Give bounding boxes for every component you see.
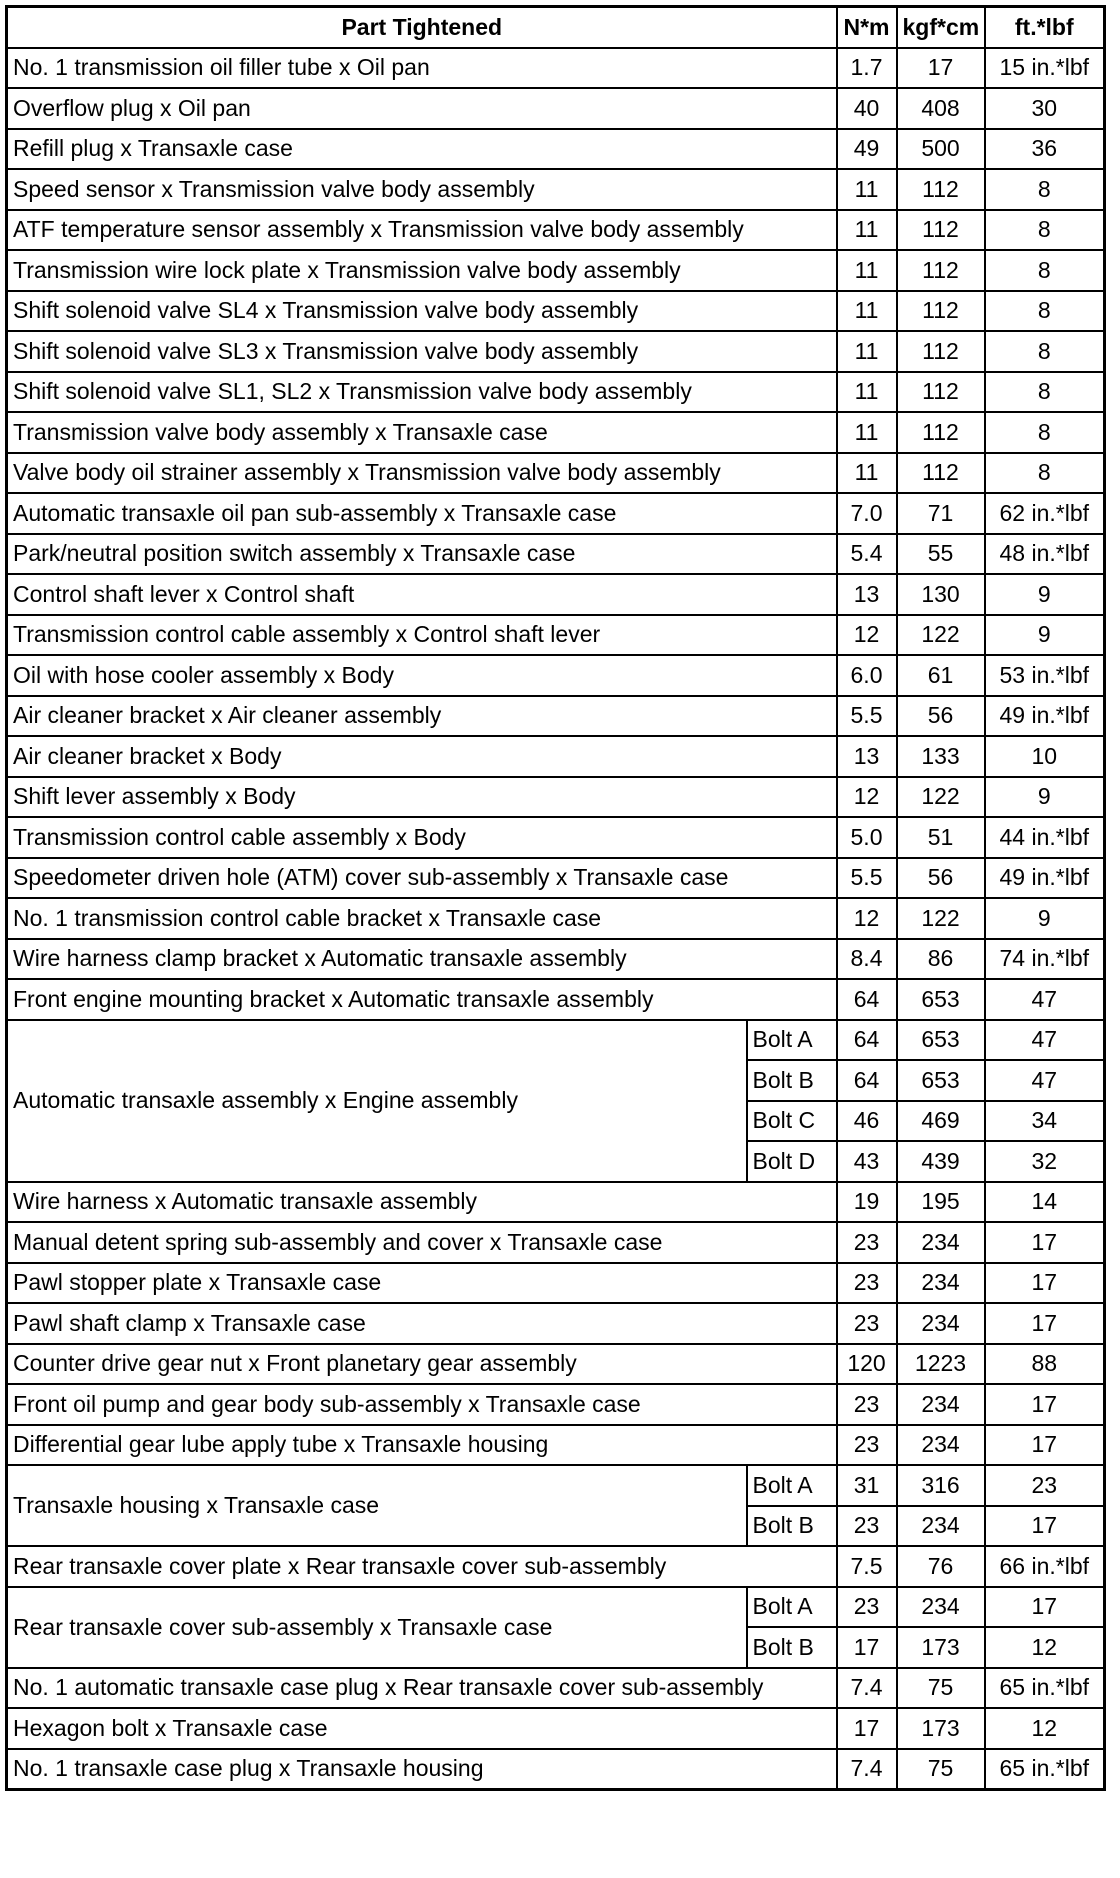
part-name: Control shaft lever x Control shaft — [7, 574, 837, 615]
torque-nm: 23 — [837, 1303, 897, 1344]
torque-kgfcm: 653 — [897, 1060, 985, 1101]
torque-kgfcm: 112 — [897, 372, 985, 413]
part-name: Wire harness x Automatic transaxle assembly — [7, 1182, 837, 1223]
table-row — [7, 1587, 1105, 1628]
torque-kgfcm: 653 — [897, 979, 985, 1020]
torque-ftlbf: 44 in.*lbf — [985, 817, 1105, 858]
torque-nm: 23 — [837, 1384, 897, 1425]
torque-nm: 11 — [837, 412, 897, 453]
part-name: Transmission control cable assembly x Control shaft lever — [7, 615, 837, 656]
part-name: Refill plug x Transaxle case — [7, 129, 837, 170]
torque-ftlbf: 8 — [985, 169, 1105, 210]
table-row — [7, 250, 1105, 291]
table-row — [7, 88, 1105, 129]
torque-nm: 11 — [837, 453, 897, 494]
torque-kgfcm: 75 — [897, 1749, 985, 1790]
torque-ftlbf: 17 — [985, 1506, 1105, 1547]
part-name: No. 1 transmission control cable bracket x Transaxle case — [7, 898, 837, 939]
part-name: Oil with hose cooler assembly x Body — [7, 655, 837, 696]
torque-spec-table — [5, 5, 1106, 1791]
torque-ftlbf: 8 — [985, 291, 1105, 332]
torque-ftlbf: 17 — [985, 1263, 1105, 1304]
torque-nm: 7.0 — [837, 493, 897, 534]
header-nm: N*m — [837, 7, 897, 48]
part-name: Air cleaner bracket x Body — [7, 736, 837, 777]
torque-ftlbf: 36 — [985, 129, 1105, 170]
part-name: Front engine mounting bracket x Automatic transaxle assembly — [7, 979, 837, 1020]
torque-kgfcm: 55 — [897, 534, 985, 575]
torque-ftlbf: 17 — [985, 1384, 1105, 1425]
table-row — [7, 736, 1105, 777]
torque-ftlbf: 17 — [985, 1587, 1105, 1628]
part-name: Hexagon bolt x Transaxle case — [7, 1708, 837, 1749]
torque-nm: 49 — [837, 129, 897, 170]
torque-kgfcm: 112 — [897, 412, 985, 453]
torque-ftlbf: 48 in.*lbf — [985, 534, 1105, 575]
table-row — [7, 1425, 1105, 1466]
part-name: No. 1 transmission oil filler tube x Oil pan — [7, 48, 837, 89]
part-name: No. 1 transaxle case plug x Transaxle housing — [7, 1749, 837, 1790]
part-name: Pawl stopper plate x Transaxle case — [7, 1263, 837, 1304]
torque-ftlbf: 8 — [985, 453, 1105, 494]
table-row — [7, 817, 1105, 858]
torque-kgfcm: 133 — [897, 736, 985, 777]
part-name: Transmission wire lock plate x Transmission valve body assembly — [7, 250, 837, 291]
table-row — [7, 655, 1105, 696]
torque-nm: 31 — [837, 1465, 897, 1506]
torque-ftlbf: 34 — [985, 1101, 1105, 1142]
part-name: Transaxle housing x Transaxle case — [7, 1465, 747, 1546]
table-row — [7, 615, 1105, 656]
bolt-label: Bolt B — [747, 1627, 837, 1668]
torque-ftlbf: 62 in.*lbf — [985, 493, 1105, 534]
torque-kgfcm: 469 — [897, 1101, 985, 1142]
torque-nm: 1.7 — [837, 48, 897, 89]
part-name: Rear transaxle cover plate x Rear transaxle cover sub-assembly — [7, 1546, 837, 1587]
table-row — [7, 777, 1105, 818]
torque-nm: 13 — [837, 574, 897, 615]
table-row — [7, 1708, 1105, 1749]
torque-nm: 5.0 — [837, 817, 897, 858]
torque-nm: 5.4 — [837, 534, 897, 575]
part-name: Overflow plug x Oil pan — [7, 88, 837, 129]
table-row — [7, 534, 1105, 575]
torque-kgfcm: 234 — [897, 1587, 985, 1628]
part-name: Valve body oil strainer assembly x Transmission valve body assembly — [7, 453, 837, 494]
torque-ftlbf: 23 — [985, 1465, 1105, 1506]
table-row — [7, 48, 1105, 89]
part-name: No. 1 automatic transaxle case plug x Rear transaxle cover sub-assembly — [7, 1668, 837, 1709]
table-row — [7, 291, 1105, 332]
torque-kgfcm: 61 — [897, 655, 985, 696]
table-row — [7, 1303, 1105, 1344]
table-row — [7, 493, 1105, 534]
torque-kgfcm: 56 — [897, 858, 985, 899]
torque-ftlbf: 17 — [985, 1222, 1105, 1263]
table-row — [7, 1384, 1105, 1425]
part-name: Shift solenoid valve SL1, SL2 x Transmission valve body assembly — [7, 372, 837, 413]
table-row — [7, 1182, 1105, 1223]
torque-ftlbf: 12 — [985, 1708, 1105, 1749]
torque-nm: 23 — [837, 1425, 897, 1466]
torque-ftlbf: 8 — [985, 250, 1105, 291]
torque-ftlbf: 30 — [985, 88, 1105, 129]
table-row — [7, 1668, 1105, 1709]
torque-ftlbf: 9 — [985, 615, 1105, 656]
torque-nm: 40 — [837, 88, 897, 129]
part-name: Transmission control cable assembly x Body — [7, 817, 837, 858]
header-row — [7, 7, 1105, 48]
part-name: Shift solenoid valve SL3 x Transmission valve body assembly — [7, 331, 837, 372]
torque-nm: 11 — [837, 250, 897, 291]
torque-ftlbf: 65 in.*lbf — [985, 1749, 1105, 1790]
table-row — [7, 453, 1105, 494]
torque-kgfcm: 56 — [897, 696, 985, 737]
torque-kgfcm: 51 — [897, 817, 985, 858]
torque-kgfcm: 75 — [897, 1668, 985, 1709]
part-name: Park/neutral position switch assembly x Transaxle case — [7, 534, 837, 575]
torque-nm: 7.4 — [837, 1668, 897, 1709]
torque-nm: 17 — [837, 1627, 897, 1668]
torque-kgfcm: 195 — [897, 1182, 985, 1223]
torque-ftlbf: 49 in.*lbf — [985, 696, 1105, 737]
table-body — [7, 48, 1105, 1790]
torque-ftlbf: 17 — [985, 1425, 1105, 1466]
torque-nm: 12 — [837, 777, 897, 818]
table-row — [7, 412, 1105, 453]
torque-nm: 23 — [837, 1506, 897, 1547]
table-row — [7, 331, 1105, 372]
torque-ftlbf: 10 — [985, 736, 1105, 777]
torque-ftlbf: 66 in.*lbf — [985, 1546, 1105, 1587]
part-name: Automatic transaxle oil pan sub-assembly x Transaxle case — [7, 493, 837, 534]
torque-kgfcm: 130 — [897, 574, 985, 615]
torque-nm: 43 — [837, 1141, 897, 1182]
torque-ftlbf: 8 — [985, 331, 1105, 372]
torque-nm: 23 — [837, 1222, 897, 1263]
torque-ftlbf: 9 — [985, 777, 1105, 818]
torque-nm: 6.0 — [837, 655, 897, 696]
bolt-label: Bolt B — [747, 1506, 837, 1547]
torque-kgfcm: 112 — [897, 453, 985, 494]
table-row — [7, 169, 1105, 210]
torque-ftlbf: 49 in.*lbf — [985, 858, 1105, 899]
part-name: Wire harness clamp bracket x Automatic transaxle assembly — [7, 939, 837, 980]
bolt-label: Bolt A — [747, 1465, 837, 1506]
part-name: Shift solenoid valve SL4 x Transmission valve body assembly — [7, 291, 837, 332]
table-row — [7, 1465, 1105, 1506]
part-name: Front oil pump and gear body sub-assembly x Transaxle case — [7, 1384, 837, 1425]
torque-ftlbf: 8 — [985, 412, 1105, 453]
torque-ftlbf: 17 — [985, 1303, 1105, 1344]
bolt-label: Bolt A — [747, 1020, 837, 1061]
torque-kgfcm: 71 — [897, 493, 985, 534]
bolt-label: Bolt D — [747, 1141, 837, 1182]
torque-nm: 11 — [837, 331, 897, 372]
bolt-label: Bolt A — [747, 1587, 837, 1628]
table-row — [7, 372, 1105, 413]
torque-kgfcm: 76 — [897, 1546, 985, 1587]
torque-kgfcm: 112 — [897, 331, 985, 372]
torque-kgfcm: 86 — [897, 939, 985, 980]
torque-nm: 11 — [837, 372, 897, 413]
part-name: Speedometer driven hole (ATM) cover sub-assembly x Transaxle case — [7, 858, 837, 899]
torque-ftlbf: 15 in.*lbf — [985, 48, 1105, 89]
part-name: Transmission valve body assembly x Transaxle case — [7, 412, 837, 453]
torque-ftlbf: 9 — [985, 574, 1105, 615]
table-row — [7, 939, 1105, 980]
table-row — [7, 1344, 1105, 1385]
table-row — [7, 898, 1105, 939]
header-kgfcm: kgf*cm — [897, 7, 985, 48]
torque-nm: 12 — [837, 615, 897, 656]
torque-kgfcm: 316 — [897, 1465, 985, 1506]
torque-nm: 13 — [837, 736, 897, 777]
torque-kgfcm: 234 — [897, 1384, 985, 1425]
torque-ftlbf: 53 in.*lbf — [985, 655, 1105, 696]
table-row — [7, 1020, 1105, 1061]
torque-nm: 11 — [837, 169, 897, 210]
torque-nm: 8.4 — [837, 939, 897, 980]
torque-ftlbf: 9 — [985, 898, 1105, 939]
torque-kgfcm: 112 — [897, 210, 985, 251]
part-name: Manual detent spring sub-assembly and cover x Transaxle case — [7, 1222, 837, 1263]
table-row — [7, 129, 1105, 170]
torque-ftlbf: 65 in.*lbf — [985, 1668, 1105, 1709]
torque-ftlbf: 14 — [985, 1182, 1105, 1223]
torque-kgfcm: 173 — [897, 1708, 985, 1749]
torque-kgfcm: 234 — [897, 1303, 985, 1344]
torque-nm: 11 — [837, 210, 897, 251]
torque-ftlbf: 12 — [985, 1627, 1105, 1668]
bolt-label: Bolt B — [747, 1060, 837, 1101]
torque-nm: 5.5 — [837, 696, 897, 737]
torque-kgfcm: 234 — [897, 1263, 985, 1304]
torque-ftlbf: 88 — [985, 1344, 1105, 1385]
part-name: Counter drive gear nut x Front planetary gear assembly — [7, 1344, 837, 1385]
torque-nm: 12 — [837, 898, 897, 939]
torque-kgfcm: 122 — [897, 777, 985, 818]
torque-ftlbf: 32 — [985, 1141, 1105, 1182]
torque-kgfcm: 112 — [897, 291, 985, 332]
torque-nm: 17 — [837, 1708, 897, 1749]
table-row — [7, 574, 1105, 615]
bolt-label: Bolt C — [747, 1101, 837, 1142]
torque-kgfcm: 173 — [897, 1627, 985, 1668]
torque-nm: 7.5 — [837, 1546, 897, 1587]
torque-kgfcm: 122 — [897, 615, 985, 656]
torque-nm: 5.5 — [837, 858, 897, 899]
part-name: Pawl shaft clamp x Transaxle case — [7, 1303, 837, 1344]
torque-ftlbf: 74 in.*lbf — [985, 939, 1105, 980]
torque-nm: 19 — [837, 1182, 897, 1223]
part-name: Air cleaner bracket x Air cleaner assembly — [7, 696, 837, 737]
table-row — [7, 210, 1105, 251]
torque-ftlbf: 47 — [985, 979, 1105, 1020]
torque-kgfcm: 17 — [897, 48, 985, 89]
table-row — [7, 1263, 1105, 1304]
table-row — [7, 1222, 1105, 1263]
torque-kgfcm: 439 — [897, 1141, 985, 1182]
table-row — [7, 1546, 1105, 1587]
torque-nm: 23 — [837, 1587, 897, 1628]
torque-kgfcm: 122 — [897, 898, 985, 939]
torque-nm: 7.4 — [837, 1749, 897, 1790]
table-row — [7, 696, 1105, 737]
torque-kgfcm: 500 — [897, 129, 985, 170]
torque-ftlbf: 47 — [985, 1060, 1105, 1101]
torque-nm: 64 — [837, 1020, 897, 1061]
torque-nm: 64 — [837, 1060, 897, 1101]
torque-ftlbf: 8 — [985, 372, 1105, 413]
part-name: Speed sensor x Transmission valve body assembly — [7, 169, 837, 210]
torque-kgfcm: 1223 — [897, 1344, 985, 1385]
torque-nm: 64 — [837, 979, 897, 1020]
torque-kgfcm: 653 — [897, 1020, 985, 1061]
torque-nm: 120 — [837, 1344, 897, 1385]
part-name: Differential gear lube apply tube x Transaxle housing — [7, 1425, 837, 1466]
torque-nm: 46 — [837, 1101, 897, 1142]
header-part-tightened: Part Tightened — [7, 7, 837, 48]
part-name: ATF temperature sensor assembly x Transmission valve body assembly — [7, 210, 837, 251]
table-row — [7, 1749, 1105, 1790]
part-name: Automatic transaxle assembly x Engine assembly — [7, 1020, 747, 1182]
torque-ftlbf: 47 — [985, 1020, 1105, 1061]
table-row — [7, 858, 1105, 899]
table-row — [7, 979, 1105, 1020]
part-name: Rear transaxle cover sub-assembly x Transaxle case — [7, 1587, 747, 1668]
torque-kgfcm: 234 — [897, 1222, 985, 1263]
header-ftlbf: ft.*lbf — [985, 7, 1105, 48]
torque-nm: 11 — [837, 291, 897, 332]
torque-nm: 23 — [837, 1263, 897, 1304]
torque-kgfcm: 112 — [897, 250, 985, 291]
torque-ftlbf: 8 — [985, 210, 1105, 251]
torque-kgfcm: 408 — [897, 88, 985, 129]
torque-kgfcm: 112 — [897, 169, 985, 210]
torque-kgfcm: 234 — [897, 1506, 985, 1547]
torque-kgfcm: 234 — [897, 1425, 985, 1466]
part-name: Shift lever assembly x Body — [7, 777, 837, 818]
